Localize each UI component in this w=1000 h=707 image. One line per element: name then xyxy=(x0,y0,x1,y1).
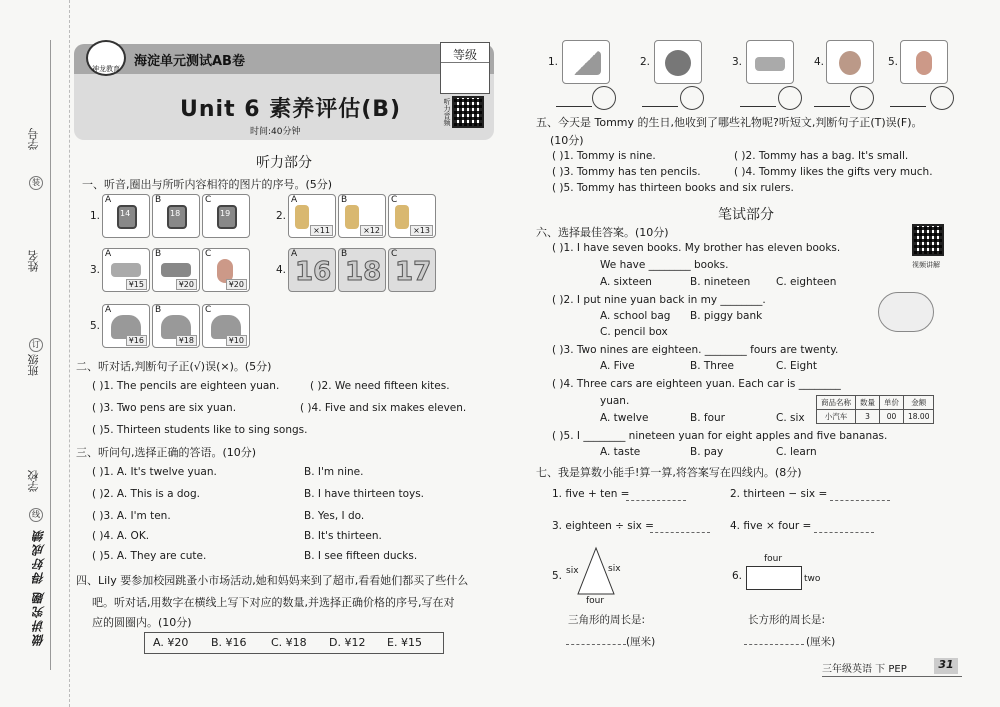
q2-item[interactable]: ( )5. Thirteen students like to sing songs. xyxy=(92,424,308,436)
qr-caption: 视频讲解 xyxy=(912,261,940,269)
q2-item[interactable]: ( )3. Two pens are six yuan. xyxy=(92,402,237,414)
name-label: 姓名 xyxy=(27,250,40,272)
quantity-blank[interactable] xyxy=(814,106,850,107)
q6-title: 六、选择最佳答案。(10分) xyxy=(536,226,669,239)
q7-shape-num: 6. xyxy=(732,570,743,582)
q4-title: 四、Lily 要参加校园跳蚤小市场活动,她和妈妈来到了超市,看看她们都买了些什么 xyxy=(76,574,469,587)
time-limit: 时间:40分钟 xyxy=(250,127,301,137)
q2-title: 二、听对话,判断句子正(√)误(×)。(5分) xyxy=(76,360,272,373)
rectangle-icon xyxy=(746,566,802,590)
footer-line xyxy=(822,676,962,677)
price-option: C. ¥18 xyxy=(271,636,307,649)
quantity-blank[interactable] xyxy=(556,106,592,107)
table-header: 金额 xyxy=(904,396,934,410)
q3-option-b[interactable]: B. It's thirteen. xyxy=(304,530,382,542)
answer-line[interactable] xyxy=(650,532,710,533)
footer-text: 三年级英语 下 PEP xyxy=(822,664,907,675)
table-header: 单价 xyxy=(880,396,904,410)
slogan: 做讲究题 得好成绩 xyxy=(32,528,46,647)
q6-option[interactable]: B. piggy bank xyxy=(690,310,763,322)
qr-code-icon[interactable] xyxy=(912,224,944,256)
q1-row-num: 3. xyxy=(90,264,101,276)
price-circle[interactable] xyxy=(850,86,874,110)
giraffe-icon xyxy=(395,205,409,229)
student-no-label: 学号 xyxy=(27,128,40,150)
q1-5-option-b[interactable]: B ¥18 xyxy=(152,304,200,348)
answer-line[interactable] xyxy=(626,500,686,501)
table-header: 商品名称 xyxy=(817,396,856,410)
price-circle[interactable] xyxy=(680,86,704,110)
teddy-bear-icon xyxy=(826,40,874,84)
q6-stem: ( )5. I ________ nineteen yuan for eight apples and five bananas. xyxy=(552,430,888,442)
table-cell: 3 xyxy=(856,410,880,424)
q1-1-option-a[interactable]: A 14 xyxy=(102,194,150,238)
table-cell: 小汽车 xyxy=(817,410,856,424)
q7-title: 七、我是算数小能手!算一算,将答案写在四线内。(8分) xyxy=(536,466,802,479)
price-option: A. ¥20 xyxy=(153,636,189,649)
q7-item: 2. thirteen − six = xyxy=(730,488,828,500)
q6-stem: ( )2. I put nine yuan back in my ________. xyxy=(552,294,766,306)
binding-line xyxy=(50,40,51,670)
price-option: E. ¥15 xyxy=(387,636,422,649)
qr-caption: 听力音频 xyxy=(443,98,451,126)
q3-option-a[interactable]: ( )5. A. They are cute. xyxy=(92,550,207,562)
q3-option-a[interactable]: ( )4. A. OK. xyxy=(92,530,150,542)
logo: 神龙教育 xyxy=(86,40,126,76)
triangle-base: four xyxy=(586,596,605,606)
q4-pic-num: 3. xyxy=(732,56,743,68)
q7-shape-num: 5. xyxy=(552,570,563,582)
quantity-blank[interactable] xyxy=(890,106,926,107)
q1-2-option-a[interactable]: A ×11 xyxy=(288,194,336,238)
q1-1-option-b[interactable]: B 18 xyxy=(152,194,200,238)
q5-item[interactable]: ( )3. Tommy has ten pencils. xyxy=(552,166,701,178)
answer-line[interactable] xyxy=(566,644,626,645)
unit-label: (厘米) xyxy=(626,636,656,648)
answer-line[interactable] xyxy=(814,532,874,533)
q3-title: 三、听问句,选择正确的答语。(10分) xyxy=(76,446,257,459)
school-label: 学校 xyxy=(27,470,40,492)
qr-code-icon[interactable] xyxy=(452,96,484,128)
q6-option[interactable]: A. twelve xyxy=(600,412,649,424)
q6-option[interactable]: B. four xyxy=(690,412,725,424)
q6-option[interactable]: A. taste xyxy=(600,446,641,458)
unit-label: (厘米) xyxy=(806,636,836,648)
q6-option[interactable]: C. Eight xyxy=(776,360,817,372)
price-circle[interactable] xyxy=(592,86,616,110)
q1-5-option-c[interactable]: C ¥10 xyxy=(202,304,250,348)
q3-option-b[interactable]: B. I see fifteen ducks. xyxy=(304,550,418,562)
brand-title: 海淀单元测试AB卷 xyxy=(134,54,245,69)
q1-title: 一、听音,圈出与所听内容相符的图片的序号。(5分) xyxy=(82,178,333,191)
q6-stem: ( )3. Two nines are eighteen. ________ fours are twenty. xyxy=(552,344,839,356)
binding-mark: 装 xyxy=(29,176,43,190)
piggy-bank-icon xyxy=(878,292,934,332)
quantity-blank[interactable] xyxy=(642,106,678,107)
q6-option[interactable]: A. Five xyxy=(600,360,635,372)
q6-option[interactable]: C. pencil box xyxy=(600,326,668,338)
q2-item[interactable]: ( )4. Five and six makes eleven. xyxy=(300,402,467,414)
race-car-icon xyxy=(161,263,191,277)
quantity-blank[interactable] xyxy=(740,106,776,107)
price-circle[interactable] xyxy=(930,86,954,110)
q1-row-num: 2. xyxy=(276,210,287,222)
q4-price-options xyxy=(144,632,444,654)
grade-label: 等级 xyxy=(441,43,489,63)
q6-stem: ( )4. Three cars are eighteen yuan. Each car is ________ xyxy=(552,378,841,390)
q5-score: (10分) xyxy=(550,134,584,147)
q1-row-num: 4. xyxy=(276,264,287,276)
class-label: 班级 xyxy=(27,354,40,376)
q1-4-option-a[interactable]: A 16 xyxy=(288,248,336,292)
q1-3-option-b[interactable]: B ¥20 xyxy=(152,248,200,292)
q7-item: 4. five × four = xyxy=(730,520,812,532)
q5-item[interactable]: ( )5. Tommy has thirteen books and six rulers. xyxy=(552,182,794,194)
toy-car-icon xyxy=(111,263,141,277)
listening-heading: 听力部分 xyxy=(256,155,312,171)
q4-title-cont: 应的圆圈内。(10分) xyxy=(92,616,192,629)
q2-item[interactable]: ( )2. We need fifteen kites. xyxy=(310,380,450,392)
q3-option-a[interactable]: ( )2. A. This is a dog. xyxy=(92,488,200,500)
triangle-caption: 三角形的周长是: xyxy=(568,614,646,626)
table-cell: 00 xyxy=(880,410,904,424)
q1-1-option-c[interactable]: C 19 xyxy=(202,194,250,238)
price-circle[interactable] xyxy=(778,86,802,110)
table-header: 数量 xyxy=(856,396,880,410)
q1-3-option-c[interactable]: C ¥20 xyxy=(202,248,250,292)
page-number: 31 xyxy=(934,658,958,674)
q6-option[interactable]: A. sixteen xyxy=(600,276,652,288)
q5-item[interactable]: ( )2. Tommy has a bag. It's small. xyxy=(734,150,909,162)
ball-icon xyxy=(654,40,702,84)
q1-2-option-c[interactable]: C ×13 xyxy=(388,194,436,238)
table-cell: 18.00 xyxy=(904,410,934,424)
q6-stem-cont: We have ________ books. xyxy=(600,259,729,271)
q1-2-option-b[interactable]: B ×12 xyxy=(338,194,386,238)
triangle-side: six xyxy=(608,564,621,574)
unit-title: Unit 6 素养评估(B) xyxy=(180,97,402,122)
giraffe-icon xyxy=(345,205,359,229)
q2-item[interactable]: ( )1. The pencils are eighteen yuan. xyxy=(92,380,280,392)
q1-4-option-b[interactable]: B 18 xyxy=(338,248,386,292)
q4-pic-num: 2. xyxy=(640,56,651,68)
q3-option-b[interactable]: B. Yes, I do. xyxy=(304,510,365,522)
triangle-side: six xyxy=(566,566,579,576)
binding-mark: 线 xyxy=(29,508,43,522)
q6-option[interactable]: B. nineteen xyxy=(690,276,751,288)
q3-option-b[interactable]: B. I'm nine. xyxy=(304,466,364,478)
q4-pic-num: 1. xyxy=(548,56,559,68)
q4-pic-num: 5. xyxy=(888,56,899,68)
q4-pic-num: 4. xyxy=(814,56,825,68)
q5-item[interactable]: ( )1. Tommy is nine. xyxy=(552,150,656,162)
q1-row-num: 5. xyxy=(90,320,101,332)
q6-option[interactable]: C. learn xyxy=(776,446,817,458)
q6-option[interactable]: C. eighteen xyxy=(776,276,837,288)
price-table xyxy=(816,395,934,424)
rectangle-side: four xyxy=(764,554,783,564)
binding-mark: 订 xyxy=(29,338,43,352)
q6-stem-cont: yuan. xyxy=(600,395,630,407)
answer-line[interactable] xyxy=(830,500,890,501)
q4-title-cont: 吧。听对话,用数字在横线上写下对应的数量,并选择正确价格的序号,写在对 xyxy=(92,596,455,609)
q6-stem: ( )1. I have seven books. My brother has eleven books. xyxy=(552,242,841,254)
sailboat-icon xyxy=(562,40,610,84)
q6-option[interactable]: B. Three xyxy=(690,360,734,372)
q7-item: 1. five + ten = xyxy=(552,488,630,500)
answer-line[interactable] xyxy=(744,644,804,645)
q6-option[interactable]: C. six xyxy=(776,412,805,424)
q6-option[interactable]: A. school bag xyxy=(600,310,671,322)
rectangle-caption: 长方形的周长是: xyxy=(748,614,826,626)
grade-box[interactable] xyxy=(440,42,490,94)
q5-item[interactable]: ( )4. Tommy likes the gifts very much. xyxy=(734,166,933,178)
q3-option-b[interactable]: B. I have thirteen toys. xyxy=(304,488,425,500)
writing-heading: 笔试部分 xyxy=(718,207,774,223)
q1-4-option-c[interactable]: C 17 xyxy=(388,248,436,292)
q6-option[interactable]: B. pay xyxy=(690,446,724,458)
q1-5-option-a[interactable]: A ¥16 xyxy=(102,304,150,348)
giraffe-icon xyxy=(295,205,309,229)
price-option: B. ¥16 xyxy=(211,636,247,649)
toy-car-icon xyxy=(746,40,794,84)
q3-option-a[interactable]: ( )1. A. It's twelve yuan. xyxy=(92,466,217,478)
q7-item: 3. eighteen ÷ six = xyxy=(552,520,654,532)
q1-3-option-a[interactable]: A ¥15 xyxy=(102,248,150,292)
binding-spine xyxy=(0,0,70,707)
q5-title: 五、今天是 Tommy 的生日,他收到了哪些礼物呢?听短文,判断句子正(T)误(F)。 xyxy=(536,116,923,129)
price-option: D. ¥12 xyxy=(329,636,366,649)
q3-option-a[interactable]: ( )3. A. I'm ten. xyxy=(92,510,171,522)
q1-row-num: 1. xyxy=(90,210,101,222)
rectangle-side: two xyxy=(804,574,821,584)
doll-icon xyxy=(900,40,948,84)
